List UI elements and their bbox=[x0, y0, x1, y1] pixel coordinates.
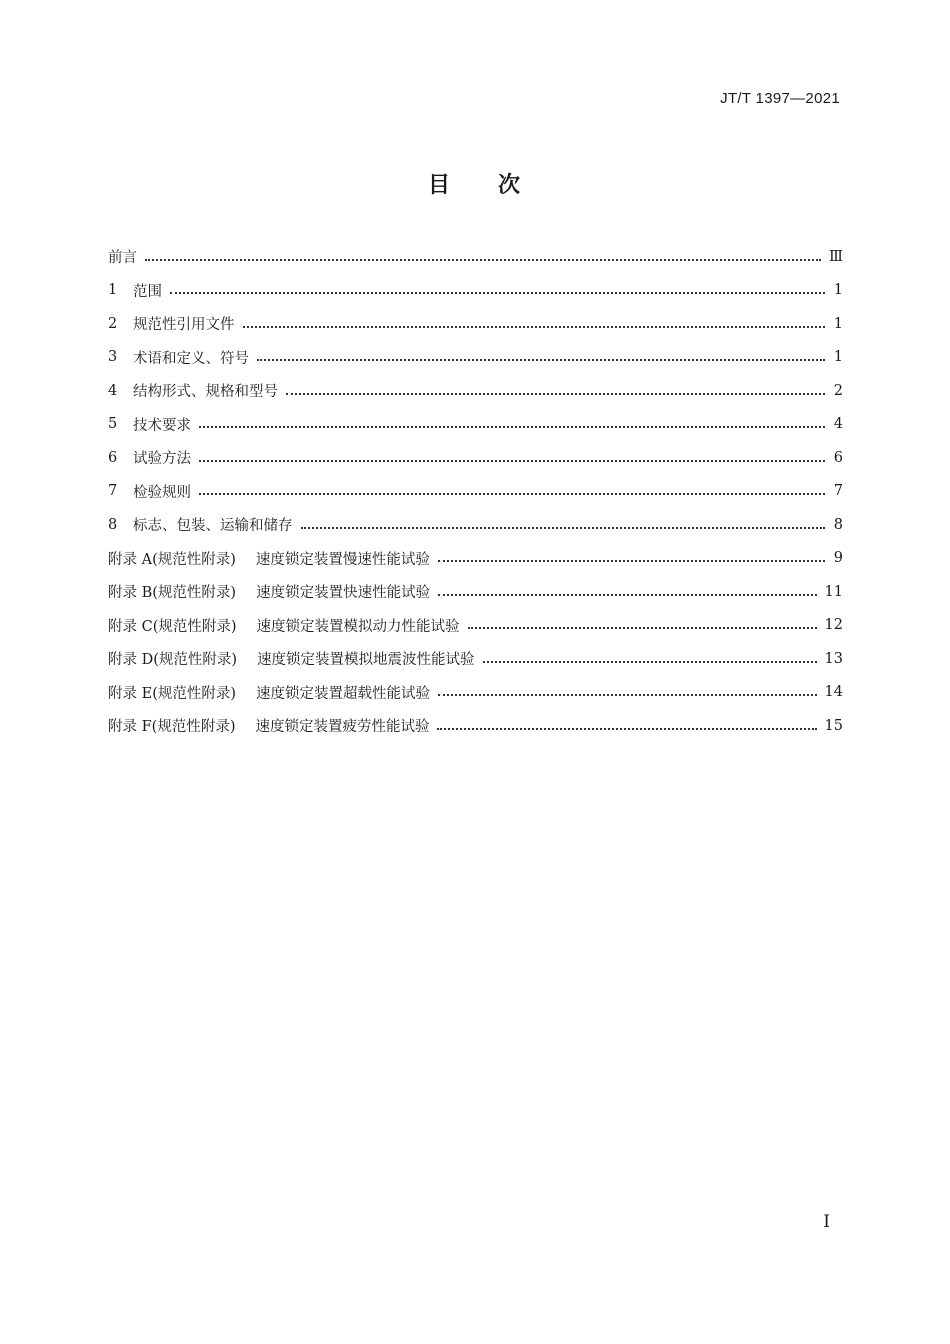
toc-dot-leader bbox=[468, 627, 817, 629]
toc-entry-title: 结构形式、规格和型号 bbox=[133, 384, 278, 401]
toc-dot-leader bbox=[199, 460, 825, 462]
toc-entry-title: 试验方法 bbox=[133, 451, 191, 468]
toc-dot-leader bbox=[483, 661, 817, 663]
toc-page-number: 11 bbox=[824, 583, 843, 600]
toc-entry[interactable] bbox=[108, 307, 843, 341]
toc-entry[interactable] bbox=[108, 441, 843, 475]
toc-entry[interactable] bbox=[108, 508, 843, 542]
toc-entry-title: 速度锁定装置模拟动力性能试验 bbox=[256, 618, 460, 635]
toc-section-number: 7 bbox=[108, 483, 118, 500]
toc-page-number: 1 bbox=[833, 315, 843, 332]
toc-appendix-label: 附录 F(规范性附录) bbox=[108, 719, 236, 736]
page-number: I bbox=[823, 1212, 830, 1232]
toc-dot-leader bbox=[145, 259, 821, 261]
toc-dot-leader bbox=[301, 527, 826, 529]
toc-entry-title: 速度锁定装置模拟地震波性能试验 bbox=[257, 652, 475, 669]
toc-appendix-label: 附录 B(规范性附录) bbox=[108, 585, 237, 602]
toc-entry-title: 前言 bbox=[108, 250, 137, 267]
toc-dot-leader bbox=[438, 694, 817, 696]
toc-section-number: 2 bbox=[108, 315, 118, 332]
toc-page-number: 7 bbox=[833, 483, 843, 500]
toc-entry[interactable] bbox=[108, 542, 843, 576]
toc-entry[interactable] bbox=[108, 408, 843, 442]
toc-dot-leader bbox=[199, 493, 825, 495]
toc-entry-title: 速度锁定装置慢速性能试验 bbox=[255, 551, 430, 568]
title-part-1: 目 bbox=[427, 173, 452, 198]
toc-section-number: 5 bbox=[108, 416, 118, 433]
toc-entry-title: 速度锁定装置疲劳性能试验 bbox=[255, 719, 430, 736]
toc-dot-leader bbox=[286, 393, 825, 395]
toc-section-number: 4 bbox=[108, 382, 118, 399]
toc-entry[interactable] bbox=[108, 341, 843, 375]
toc-entry[interactable] bbox=[108, 374, 843, 408]
toc-entry-title: 术语和定义、符号 bbox=[133, 350, 249, 367]
toc-entry[interactable] bbox=[108, 642, 843, 676]
toc-entry-title: 标志、包装、运输和储存 bbox=[133, 518, 293, 535]
toc-entry[interactable] bbox=[108, 676, 843, 710]
toc-entry[interactable] bbox=[108, 709, 843, 743]
toc-page-number: Ⅲ bbox=[829, 248, 843, 265]
toc-entry[interactable] bbox=[108, 575, 843, 609]
title-part-2: 次 bbox=[498, 173, 523, 198]
toc-entry-title: 检验规则 bbox=[133, 484, 191, 501]
toc-entry-title: 速度锁定装置超载性能试验 bbox=[256, 685, 431, 702]
toc-dot-leader bbox=[438, 594, 816, 596]
toc-entry-title: 规范性引用文件 bbox=[133, 317, 235, 334]
toc-page-number: 8 bbox=[833, 516, 843, 533]
toc-page-number: 1 bbox=[833, 282, 843, 299]
toc-page-number: 13 bbox=[824, 650, 843, 667]
toc-page-number: 2 bbox=[833, 382, 843, 399]
toc-page-number: 6 bbox=[833, 449, 843, 466]
toc-dot-leader bbox=[257, 359, 825, 361]
toc-section-number: 6 bbox=[108, 449, 118, 466]
toc-entry[interactable] bbox=[108, 240, 843, 274]
toc-entry[interactable] bbox=[108, 609, 843, 643]
toc-page-number: 1 bbox=[833, 349, 843, 366]
toc-entry-title: 范围 bbox=[133, 283, 162, 300]
toc-page-number: 4 bbox=[833, 416, 843, 433]
toc-dot-leader bbox=[170, 292, 825, 294]
toc-section-number: 8 bbox=[108, 516, 118, 533]
toc-page-number: 9 bbox=[833, 550, 843, 567]
toc-entry[interactable] bbox=[108, 475, 843, 509]
toc-entry[interactable] bbox=[108, 274, 843, 308]
toc-page-number: 14 bbox=[824, 684, 843, 701]
toc-entry-title: 技术要求 bbox=[133, 417, 191, 434]
toc-appendix-label: 附录 E(规范性附录) bbox=[108, 685, 237, 702]
toc-appendix-label: 附录 D(规范性附录) bbox=[108, 652, 238, 669]
toc-page-number: 15 bbox=[824, 717, 843, 734]
toc-appendix-label: 附录 A(规范性附录) bbox=[108, 551, 236, 568]
toc-page-number: 12 bbox=[824, 617, 843, 634]
table-of-contents bbox=[108, 240, 843, 743]
page-title bbox=[0, 168, 950, 199]
toc-dot-leader bbox=[438, 560, 825, 562]
toc-entry-title: 速度锁定装置快速性能试验 bbox=[256, 585, 431, 602]
toc-appendix-label: 附录 C(规范性附录) bbox=[108, 618, 237, 635]
toc-dot-leader bbox=[243, 326, 826, 328]
toc-section-number: 1 bbox=[108, 282, 118, 299]
toc-section-number: 3 bbox=[108, 349, 118, 366]
document-code: JT/T 1397—2021 bbox=[720, 90, 840, 107]
toc-dot-leader bbox=[199, 426, 825, 428]
toc-dot-leader bbox=[437, 728, 816, 730]
